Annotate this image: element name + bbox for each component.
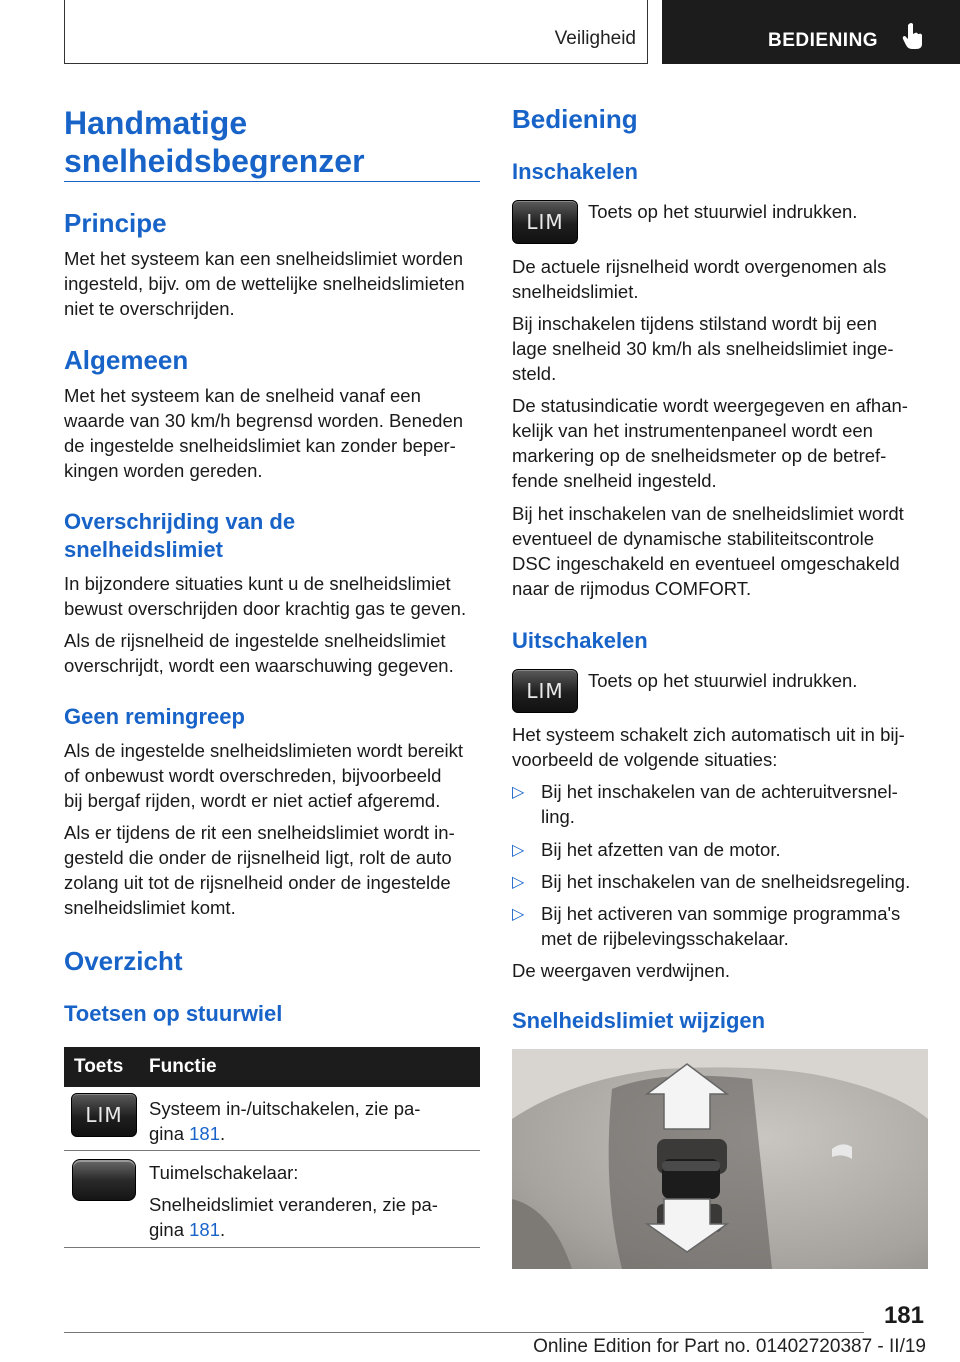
pointing-hand-icon [902,22,924,55]
header-chapter-label: BEDIENING [768,30,879,51]
heading-bediening: Bediening [512,104,638,134]
inschakelen-text-line: markering op de snelheidsmeter op de betref‐ [512,445,887,466]
inschakelen-text-line: De statusindicatie wordt weergegeven en afhan‐ [512,395,908,416]
inschakelen-text-line: naar de rijmodus COMFORT. [512,578,752,599]
heading-algemeen: Algemeen [64,345,189,375]
table-header-functie: Functie [149,1056,217,1077]
bullet-triangle-icon: ▷ [512,874,525,891]
algemeen-text-line: kingen worden gereden. [64,460,263,481]
uitschakelen-button-text: Toets op het stuurwiel indrukken. [588,670,858,691]
overschrijding-text-line: In bijzondere situaties kunt u de snelheidslimiet [64,573,451,594]
table-header-toets: Toets [74,1056,124,1077]
page-link[interactable]: 181 [189,1219,220,1240]
table-row2-text-line3: gina 181. [149,1219,226,1240]
overschrijding-text-line: overschrijdt, wordt een waarschuwing gegeven. [64,655,454,676]
inschakelen-text-line: steld. [512,363,557,384]
rocker-switch-icon [72,1159,136,1201]
bullet-item: Bij het afzetten van de motor. [541,839,781,860]
inschakelen-text-line: Bij inschakelen tijdens stilstand wordt bij een [512,313,878,334]
bullet-item-cont: ling. [541,806,575,827]
inschakelen-text-line: eventueel de dynamische stabiliteitscontrole [512,528,874,549]
algemeen-text-line: waarde van 30 km/h begrensd worden. Beneden [64,410,464,431]
title-rule [64,181,480,182]
remingreep-text-line: zolang uit tot de rijsnelheid onder de ingestelde [64,872,451,893]
heading-overschrijding: Overschrijding van de [64,509,296,534]
lim-button-icon: LIM [512,200,578,244]
table-row2-text: Tuimelschakelaar: [149,1162,299,1183]
page-link[interactable]: 181 [189,1123,220,1144]
inschakelen-text-line: Bij het inschakelen van de snelheidslimiet wordt [512,503,904,524]
inschakelen-text-line: De actuele rijsnelheid wordt overgenomen als [512,256,887,277]
heading-wijzigen: Snelheidslimiet wijzigen [512,1008,766,1033]
bullet-triangle-icon: ▷ [512,842,525,859]
principe-text-line: ingesteld, bijv. om de wettelijke snelheidslimieten [64,273,465,294]
remingreep-text-line: snelheidslimiet komt. [64,897,236,918]
heading-inschakelen: Inschakelen [512,159,638,184]
table-row1-text-line2: gina 181. [149,1123,226,1144]
remingreep-text-line: Als de ingestelde snelheidslimieten wordt bereikt [64,740,463,761]
page-title-line2: snelheidsbegrenzer [64,143,365,179]
page-title-line1: Handmatige [64,105,248,141]
table-header [64,1047,480,1087]
page-number: 181 [883,1302,924,1329]
heading-remingreep: Geen remingreep [64,704,245,729]
algemeen-text-line: Met het systeem kan de snelheid vanaf een [64,385,421,406]
header-chapter-tab[interactable] [662,0,960,64]
inschakelen-text-line: snelheidslimiet. [512,281,639,302]
steering-wheel-rocker-icon [512,1049,928,1269]
remingreep-text-line: gesteld die onder de rijsnelheid ligt, rolt de auto [64,847,452,868]
table-row2-text: Snelheidslimiet veranderen, zie pa‐ [149,1194,438,1215]
inschakelen-button-text: Toets op het stuurwiel indrukken. [588,201,858,222]
algemeen-text-line: de ingestelde snelheidslimiet kan zonder beper‐ [64,435,456,456]
bullet-triangle-icon: ▷ [512,784,525,801]
bullet-triangle-icon: ▷ [512,906,525,923]
table-row-divider [64,1247,480,1248]
footer-edition: Online Edition for Part no. 01402720387 - II/19 [533,1336,926,1357]
uitschakelen-closing-text: De weergaven verdwijnen. [512,960,731,981]
lim-button-icon: LIM [512,669,578,713]
heading-principe: Principe [64,208,167,238]
bullet-item: Bij het inschakelen van de achteruitversnel‐ [541,781,898,802]
lim-button-icon: LIM [71,1093,137,1137]
bullet-item-cont: met de rijbelevingsschakelaar. [541,928,789,949]
overschrijding-text-line: Als de rijsnelheid de ingestelde snelheidslimiet [64,630,446,651]
remingreep-text-line: Als er tijdens de rit een snelheidslimiet wordt in‐ [64,822,455,843]
overschrijding-text-line: bewust overschrijden door krachtig gas te geven. [64,598,467,619]
bullet-item: Bij het inschakelen van de snelheidsregeling. [541,871,911,892]
uitschakelen-text-line: Het systeem schakelt zich automatisch uit in bij‐ [512,724,905,745]
heading-toetsen: Toetsen op stuurwiel [64,1001,283,1026]
header-section-title: Veiligheid [554,28,636,49]
heading-uitschakelen: Uitschakelen [512,628,648,653]
table-row1-text: Systeem in-/uitschakelen, zie pa‐ [149,1098,421,1119]
bullet-item: Bij het activeren van sommige programma's [541,903,901,924]
heading-overzicht: Overzicht [64,946,183,976]
heading-overschrijding-line2: snelheidslimiet [64,537,223,562]
principe-text-line: niet te overschrijden. [64,298,235,319]
uitschakelen-text-line: voorbeeld de volgende situaties: [512,749,778,770]
principe-text-line: Met het systeem kan een snelheidslimiet worden [64,248,463,269]
inschakelen-text-line: kelijk van het instrumentenpaneel wordt een [512,420,873,441]
footer-rule [64,1332,864,1333]
remingreep-text-line: bij bergaf rijden, wordt er niet actief afgeremd. [64,790,441,811]
inschakelen-text-line: fende snelheid ingesteld. [512,470,717,491]
remingreep-text-line: of onbewust wordt overschreden, bijvoorbeeld [64,765,442,786]
inschakelen-text-line: DSC ingeschakeld en eventueel omgeschakeld [512,553,900,574]
inschakelen-text-line: lage snelheid 30 km/h als snelheidslimiet inge‐ [512,338,894,359]
table-row-divider [64,1150,480,1151]
